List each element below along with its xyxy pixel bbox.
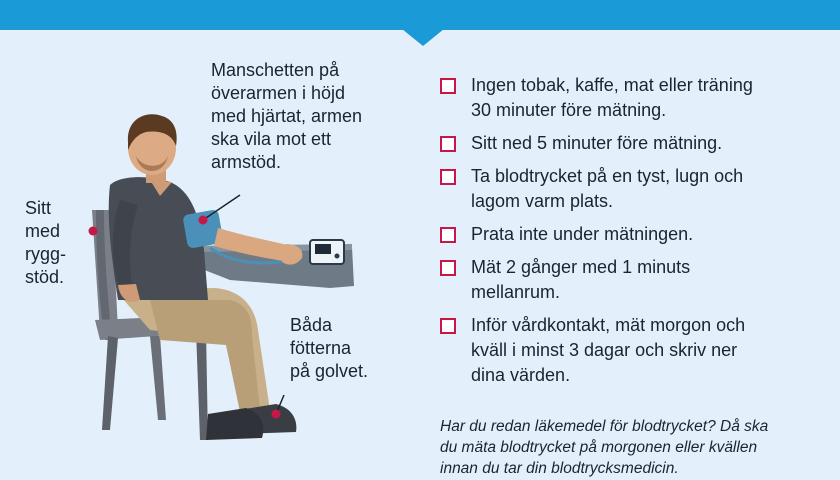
checklist-item xyxy=(440,222,830,247)
feet-on-floor-label: Båda fötterna på golvet. xyxy=(290,315,369,381)
checklist-item xyxy=(440,131,830,156)
cuff-instruction-label: Manschetten på överarmen i höjd med hjärtat, armen ska vila mot ett armstöd. xyxy=(211,60,363,172)
cuff-marker xyxy=(199,216,208,225)
checklist-item xyxy=(440,164,830,214)
checklist-item-text: Ingen tobak, kaffe, mat eller träning 30 minuter före mätning. xyxy=(471,75,753,120)
checkbox-icon xyxy=(440,318,456,334)
checkbox-icon xyxy=(440,227,456,243)
medication-footnote: Har du redan läkemedel för blodtrycket? Då ska du mäta blodtrycket på morgonen eller kvällen innan du tar din blodtrycksmedicin. xyxy=(440,418,769,477)
checklist-item xyxy=(440,313,830,388)
checkbox-icon xyxy=(440,136,456,152)
checkbox-icon xyxy=(440,169,456,185)
checklist xyxy=(440,73,830,396)
blood-pressure-monitor-icon xyxy=(310,240,344,264)
checkbox-icon xyxy=(440,78,456,94)
checklist-item-text: Ta blodtrycket på en tyst, lugn och lagom varm plats. xyxy=(471,166,744,211)
checkbox-icon xyxy=(440,260,456,276)
checklist-item xyxy=(440,73,830,123)
checklist-item-text: Sitt ned 5 minuter före mätning. xyxy=(471,133,723,153)
checklist-item-text: Mät 2 gånger med 1 minuts mellanrum. xyxy=(471,257,691,302)
checklist-item-text: Inför vårdkontakt, mät morgon och kväll i minst 3 dagar och skriv ner dina värden. xyxy=(471,315,746,385)
checklist-item-text: Prata inte under mätningen. xyxy=(471,224,694,244)
feet-marker xyxy=(272,410,281,419)
checklist-item xyxy=(440,255,830,305)
back-support-label: Sitt med rygg- stöd. xyxy=(25,198,67,287)
